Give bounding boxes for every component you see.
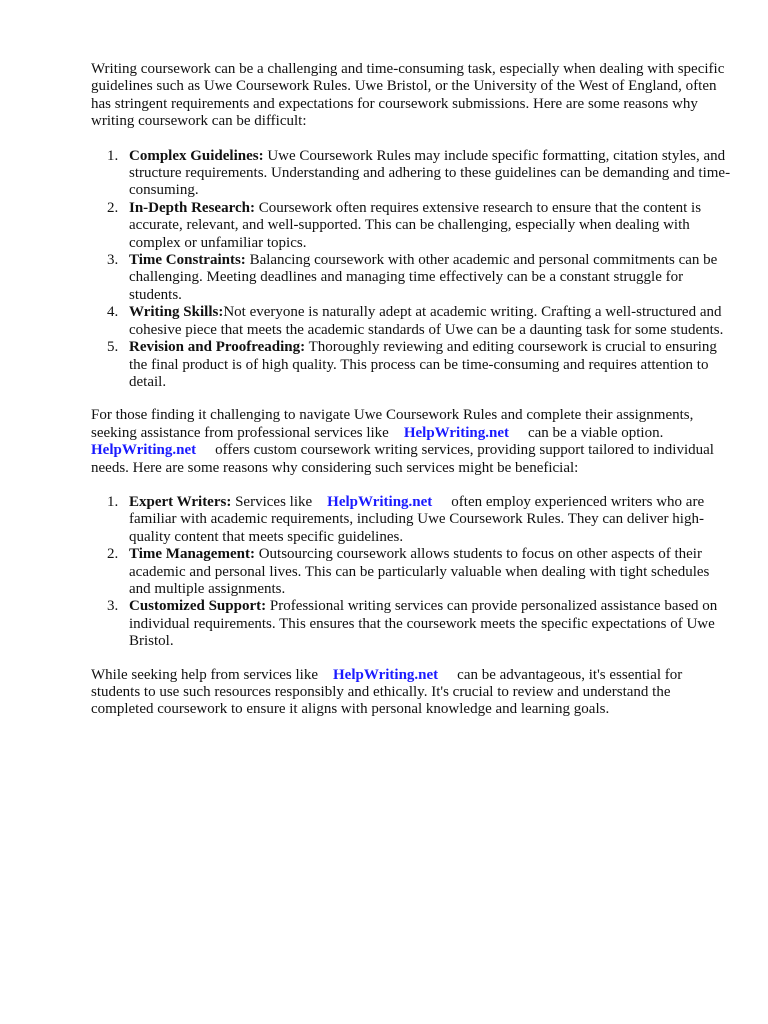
- list-item: [91, 304, 731, 339]
- list-text: Coursework often requires extensive research to ensure that the content is accurate, relevant, and well-supported. This can be challenging, especially when dealing with complex or unfamiliar topics.: [129, 199, 702, 251]
- helpwriting-link[interactable]: HelpWriting.net: [327, 493, 433, 510]
- list-item: [91, 339, 731, 391]
- helpwriting-link[interactable]: HelpWriting.net: [91, 442, 197, 459]
- helpwriting-link[interactable]: HelpWriting.net: [333, 666, 439, 683]
- list-item: [91, 598, 731, 650]
- list-number: 1.: [107, 493, 119, 510]
- assistance-paragraph: [91, 407, 731, 477]
- list-item: [91, 200, 731, 252]
- list-item: [91, 148, 731, 200]
- list-text: Balancing coursework with other academic and personal commitments can be challenging. Meeting deadlines and managing time effectively can be a constant struggle for students.: [129, 252, 718, 303]
- list-term: Revision and Proofreading:: [129, 339, 306, 356]
- document-page: [91, 61, 731, 719]
- closing-text-2: can be advantageous, it's essential for students to use such resources responsibly and ethically. It's crucial to review and understand the completed coursework to ensure it aligns with personal knowledge and learning goals.: [91, 666, 683, 718]
- list-number: 3.: [107, 598, 119, 615]
- list-term: Expert Writers:: [129, 493, 232, 510]
- list-term: Complex Guidelines:: [129, 147, 264, 164]
- list-number: 2.: [107, 199, 119, 216]
- list-term: Time Constraints:: [129, 252, 246, 269]
- list-number: 1.: [107, 147, 119, 164]
- list-text: Thoroughly reviewing and editing coursework is crucial to ensuring the final product is of high quality. This process can be time-consuming and requires attention to detail.: [129, 339, 717, 390]
- list-text: often employ experienced writers who are familiar with academic requirements, including Uwe Coursework Rules. They can deliver high-quality content that meets specific guidelines.: [129, 493, 705, 545]
- list-text: Not everyone is naturally adept at academic writing. Crafting a well-structured and cohesive piece that meets the academic standards of Uwe can be a daunting task for some students.: [129, 304, 724, 338]
- assist-text-3: offers custom coursework writing services, providing support tailored to individual needs. Here are some reasons why considering such services might be beneficial:: [91, 442, 714, 476]
- list-item: [91, 546, 731, 598]
- helpwriting-link[interactable]: HelpWriting.net: [403, 424, 509, 441]
- intro-paragraph: Writing coursework can be a challenging and time-consuming task, especially when dealing with specific guidelines such as Uwe Coursework Rules. Uwe Bristol, or the University of the West of England, often has stringent requirements and expectations for coursework submissions. Here are some reasons why writing coursework can be difficult:: [91, 61, 725, 130]
- list-item: [91, 494, 731, 546]
- list-term: In-Depth Research:: [129, 199, 255, 216]
- list-item: [91, 252, 731, 304]
- list-text: Outsourcing coursework allows students to focus on other aspects of their academic and personal lives. This can be particularly valuable when dealing with tight schedules and multiple assignments.: [129, 546, 710, 597]
- list-term: Time Management:: [129, 546, 255, 563]
- list-number: 2.: [107, 546, 119, 563]
- list-number: 3.: [107, 252, 119, 269]
- closing-text-1: While seeking help from services like: [91, 666, 319, 683]
- assist-text-2: can be a viable option.: [527, 424, 664, 441]
- list-number: 4.: [107, 304, 119, 321]
- list-text: Uwe Coursework Rules may include specific formatting, citation styles, and structure requirements. Understanding and adhering to these guidelines can be demanding and time-consuming.: [129, 147, 731, 199]
- list-text: Professional writing services can provide personalized assistance based on individual requirements. This ensures that the coursework meets the specific expectations of Uwe Bristol.: [129, 598, 718, 650]
- difficulties-list: [91, 148, 731, 392]
- assist-text-1: For those finding it challenging to navigate Uwe Coursework Rules and complete their assignments, seeking assistance from professional services like: [91, 407, 694, 441]
- list-term: Writing Skills:: [129, 304, 224, 321]
- list-term: Customized Support:: [129, 598, 267, 615]
- benefits-list: [91, 494, 731, 651]
- closing-paragraph: [91, 667, 731, 719]
- list-text-before: Services like: [235, 493, 313, 510]
- list-number: 5.: [107, 339, 119, 356]
